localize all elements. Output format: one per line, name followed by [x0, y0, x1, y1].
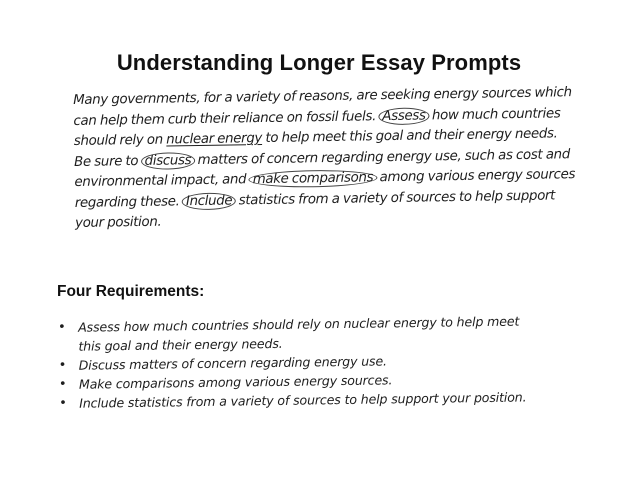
requirement-text-continued: this goal and their energy needs. — [78, 335, 283, 354]
slide-title: Understanding Longer Essay Prompts — [116, 50, 522, 75]
prompt-text: Be sure to — [73, 153, 139, 170]
underlined-phrase-nuclear-energy: nuclear energy — [166, 131, 263, 148]
prompt-text: should rely on — [73, 132, 163, 149]
circled-word-include: Include — [182, 192, 237, 210]
prompt-text: statistics from a variety of sources to help support — [238, 187, 556, 208]
requirement-text: Make comparisons among various energy sources. — [78, 372, 393, 392]
prompt-text: regarding these. — [74, 193, 180, 211]
requirement-text: Discuss matters of concern regarding energy use. — [78, 353, 387, 373]
circled-word-assess: Assess — [378, 107, 429, 125]
requirement-text: Assess how much countries should rely on nuclear energy to help meet — [78, 313, 520, 335]
bullet-icon: • — [58, 376, 67, 392]
circled-word-discuss: discuss — [140, 152, 195, 170]
bullet-icon: • — [58, 319, 66, 335]
prompt-text: can help them curb their reliance on fossil fuels. — [73, 108, 377, 129]
circled-phrase-make-comparisons: make comparisons — [249, 169, 378, 188]
prompt-text: matters of concern regarding energy use, such as cost and — [197, 146, 571, 168]
bullet-icon: • — [59, 395, 67, 411]
requirements-heading: Four Requirements: — [57, 283, 205, 300]
requirement-text: Include statistics from a variety of sources to help support your position. — [79, 389, 527, 411]
bullet-icon: • — [58, 357, 67, 373]
prompt-text: to help meet this goal and their energy needs. — [265, 126, 558, 146]
prompt-line-1: Many governments, for a variety of reasons, are seeking energy sources which — [73, 85, 572, 108]
prompt-text: among various energy sources — [379, 167, 576, 186]
requirements-list — [58, 310, 599, 413]
prompt-text: environmental impact, and — [74, 172, 247, 190]
prompt-line-7: your position. — [74, 214, 162, 231]
prompt-text: how much countries — [431, 105, 561, 123]
essay-prompt-scan — [73, 83, 595, 235]
